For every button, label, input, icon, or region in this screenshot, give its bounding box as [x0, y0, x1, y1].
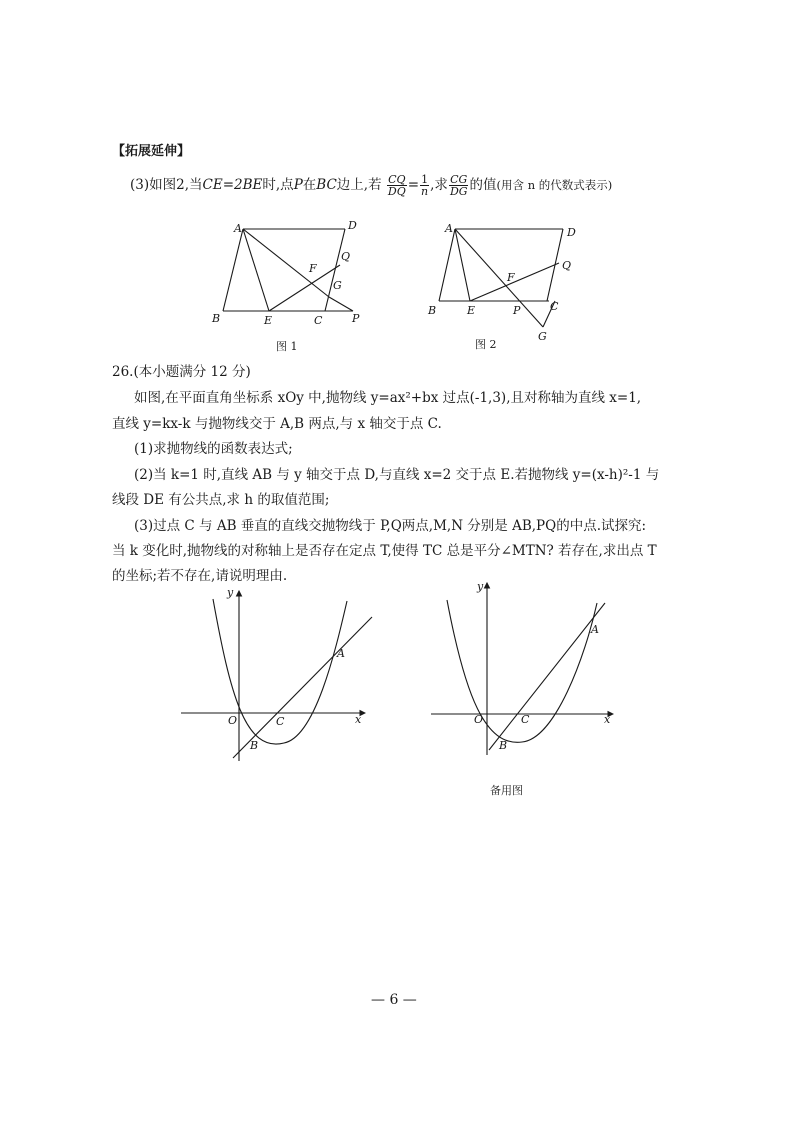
graph1-label-y: y — [227, 586, 234, 599]
q26-intro-line1: 如图,在平面直角坐标系 xOy 中,抛物线 y=ax²+bx 过点(-1,3),且对称轴为直线 x=1, — [134, 390, 642, 406]
fig1-label-p: P — [352, 312, 360, 325]
fig1-label-a: A — [234, 222, 242, 235]
fig1-label-e: E — [264, 314, 273, 327]
fig1-label-f: F — [309, 262, 317, 275]
page-number: — 6 — — [371, 992, 417, 1008]
graph1-label-b: B — [250, 739, 259, 752]
q26-part2-line2: 线段 DE 有公共点,求 h 的取值范围; — [112, 492, 330, 508]
fig1-label-q: Q — [341, 250, 351, 263]
graph1-label-o: O — [228, 714, 238, 727]
graph2-label-c: C — [521, 713, 530, 726]
fig2-label-c: C — [550, 300, 559, 313]
figure-2 — [425, 215, 595, 355]
fig2-caption: 图 2 — [475, 338, 497, 351]
graph-1 — [175, 583, 375, 763]
fig2-label-p: P — [513, 304, 521, 317]
fig2-label-g: G — [538, 330, 547, 343]
q26-part3-line1: (3)过点 C 与 AB 垂直的直线交抛物线于 P,Q两点,M,N 分别是 AB,PQ的中点.试探究: — [134, 518, 647, 534]
fig2-label-b: B — [428, 304, 437, 317]
fraction-cq-dq: $\frac{CQ}{DQ}$ — [387, 173, 406, 198]
fig1-caption: 图 1 — [276, 340, 298, 353]
fig2-label-q: Q — [562, 259, 572, 272]
graph1-label-x: x — [355, 713, 362, 726]
fig2-label-e: E — [467, 304, 476, 317]
graph1-label-c: C — [276, 715, 285, 728]
q26-part2-line1: (2)当 k=1 时,直线 AB 与 y 轴交于点 D,与直线 x=2 交于点 E.若抛物线 y=(x-h)²-1 与 — [134, 467, 660, 483]
q26-part1: (1)求抛物线的函数表达式; — [134, 441, 293, 457]
figure-1 — [205, 215, 375, 355]
graph1-label-a: A — [337, 647, 345, 660]
section-header: 【拓展延伸】 — [112, 144, 191, 159]
fraction-1-n: $\frac{1}{n}$ — [421, 173, 429, 198]
graph2-label-o: O — [474, 713, 484, 726]
q26-part3-line3: 的坐标;若不存在,请说明理由. — [112, 568, 288, 584]
q25-part3: (3)如图2,当CE=2BE时,点P在BC边上,若 $\frac{CQ}{DQ}$ = $\frac{1}{n}$ ,求 $\frac{CG}{DG}$ 的值(用含 n 的代数式表示) — [130, 173, 613, 198]
fig2-label-d: D — [567, 226, 576, 239]
fraction-cg-dg: $\frac{CG}{DG}$ — [449, 173, 468, 198]
fig1-label-b: B — [212, 312, 221, 325]
fig2-label-a: A — [445, 222, 453, 235]
graph2-caption: 备用图 — [490, 784, 523, 797]
graph2-label-b: B — [499, 739, 508, 752]
fig1-label-g: G — [333, 279, 342, 292]
fig1-label-c: C — [314, 314, 323, 327]
graph2-label-x: x — [604, 713, 611, 726]
fig2-label-f: F — [507, 271, 515, 284]
graph2-label-a: A — [591, 623, 599, 636]
q26-intro-line2: 直线 y=kx-k 与抛物线交于 A,B 两点,与 x 轴交于点 C. — [112, 416, 442, 432]
fig1-label-d: D — [348, 219, 357, 232]
q26-header: 26.(本小题满分 12 分) — [112, 364, 251, 380]
graph-2 — [425, 575, 625, 760]
q26-part3-line2: 当 k 变化时,抛物线的对称轴上是否存在定点 T,使得 TC 总是平分∠MTN? 若存在,求出点 T — [112, 543, 657, 559]
graph2-label-y: y — [477, 580, 484, 593]
